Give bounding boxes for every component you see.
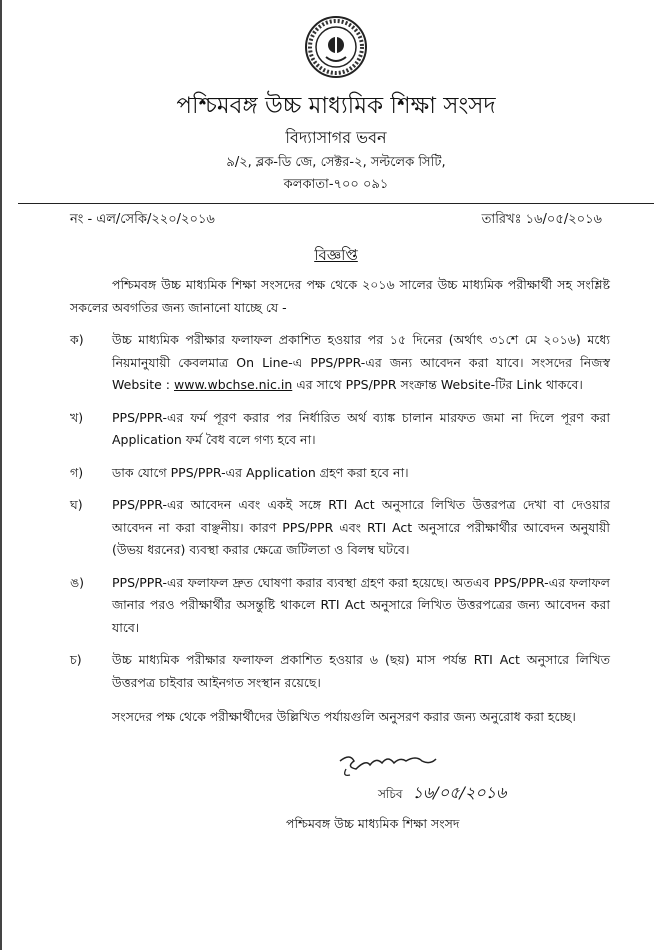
notice-page — [0, 15, 672, 834]
header-divider — [18, 203, 654, 204]
item-label: ঙ) — [70, 574, 85, 590]
item-text — [112, 329, 610, 397]
notice-heading — [0, 244, 672, 266]
signatory-designation: সচিব — [378, 786, 403, 801]
item-label: গ) — [70, 464, 84, 480]
website-link[interactable]: www.wbchse.nic.in — [174, 377, 293, 392]
address-line-1: ৯/২, ব্লক-ডি জে, সেক্টর-২, সল্টলেক সিটি, — [226, 155, 446, 170]
notice-body — [70, 274, 610, 729]
item-text: উচ্চ মাধ্যমিক পরীক্ষার ফলাফল প্রকাশিত হওয়ার ৬ (ছয়) মাস পর্যন্ত RTI Act অনুসারে লিখিত উত্তরপত্র চাইবার আইনগত সংস্থান রয়েছে। — [112, 652, 610, 690]
closing-paragraph: সংসদের পক্ষ থেকে পরীক্ষার্থীদের উল্লিখিত পর্যায়গুলি অনুসরণ করার জন্য অনুরোধ করা হচ্ছে। — [112, 709, 576, 724]
item-label: খ) — [70, 409, 84, 425]
list-item — [70, 407, 610, 452]
item-label: ঘ) — [70, 497, 83, 512]
list-item — [70, 572, 610, 640]
item-text: PPS/PPR-এর ফলাফল দ্রুত ঘোষণা করার ব্যবস্থা গ্রহণ করা হয়েছে। অতএব PPS/PPR-এর ফলাফল জানার পরও পরীক্ষার্থীর অসন্তুষ্টি থাকলে RTI Act অনুসারে লিখিত উত্তরপত্রের জন্য আবেদন করা যাবে। — [112, 574, 610, 635]
list-item — [70, 494, 610, 562]
signature-row — [378, 781, 546, 806]
item-text: PPS/PPR-এর আবেদন এবং একই সঙ্গে RTI Act অনুসারে লিখিত উত্তরপত্র দেখা বা দেওয়ার আবেদন না করা বাঞ্ছনীয়। কারণ PPS/PPR এবং RTI Act অনুসারে পরীক্ষার্থীর আবেদন অনুযায়ী (উভয় ধরনের) ব্যবস্থা করার ক্ষেত্রে জটিলতা ও বিলম্ব ঘটবে। — [112, 497, 610, 557]
address-line-2: কলকাতা-৭০০ ০৯১ — [283, 177, 389, 192]
notice-heading-text: বিজ্ঞপ্তি — [314, 246, 358, 264]
list-item — [70, 329, 610, 397]
org-title: পশ্চিমবঙ্গ উচ্চ মাধ্যমিক শিক্ষা সংসদ — [176, 93, 496, 119]
handwritten-signature — [336, 751, 446, 781]
notice-date: তারিখঃ ১৬/০৫/২০১৬ — [481, 212, 602, 227]
reference-row — [0, 210, 672, 230]
item-text-part: এর সাথে PPS/PPR সংক্রান্ত Website-টির Link থাকবে। — [292, 377, 583, 392]
building-name: বিদ্যাসাগর ভবন — [285, 128, 387, 147]
item-text-part: উচ্চ মাধ্যমিক পরীক্ষার ফলাফল প্রকাশিত হওয়ার পর ১৫ দিনের (অর্থাৎ ৩১শে মে ২০১৬) মধ্যে নিয়মানুযায়ী কেবলমাত্র On Line-এ PPS/PPR-এর জন্য আবেদন করা যাবে। সংসদের নিজস্ব Website : — [112, 332, 610, 392]
intro-paragraph: পশ্চিমবঙ্গ উচ্চ মাধ্যমিক শিক্ষা সংসদের পক্ষ থেকে ২০১৬ সালের উচ্চ মাধ্যমিক পরীক্ষার্থী সহ সংশ্লিষ্ট সকলের অবগতির জন্য জানানো যাচ্ছে যে - — [70, 277, 610, 315]
item-text: ডাক যোগে PPS/PPR-এর Application গ্রহণ করা হবে না। — [112, 464, 409, 480]
signatory-organization: পশ্চিমবঙ্গ উচ্চ মাধ্যমিক শিক্ষা সংসদ — [286, 815, 460, 831]
list-item — [70, 462, 610, 485]
signature-block — [286, 751, 546, 834]
list-item — [70, 649, 610, 694]
item-label: ক) — [70, 332, 84, 347]
board-seal-logo — [304, 15, 368, 79]
handwritten-date: ১৬/০৫/২০১৬ — [412, 782, 507, 802]
memo-number: নং - এল/সেকি/২২০/২০১৬ — [70, 212, 215, 227]
item-text: PPS/PPR-এর ফর্ম পূরণ করার পর নির্ধারিত অর্থ ব্যাঙ্ক চালান মারফত জমা না দিলে পূরণ করা Application ফর্ম বৈধ বলে গণ্য হবে না। — [112, 409, 610, 447]
item-label: চ) — [70, 652, 82, 667]
